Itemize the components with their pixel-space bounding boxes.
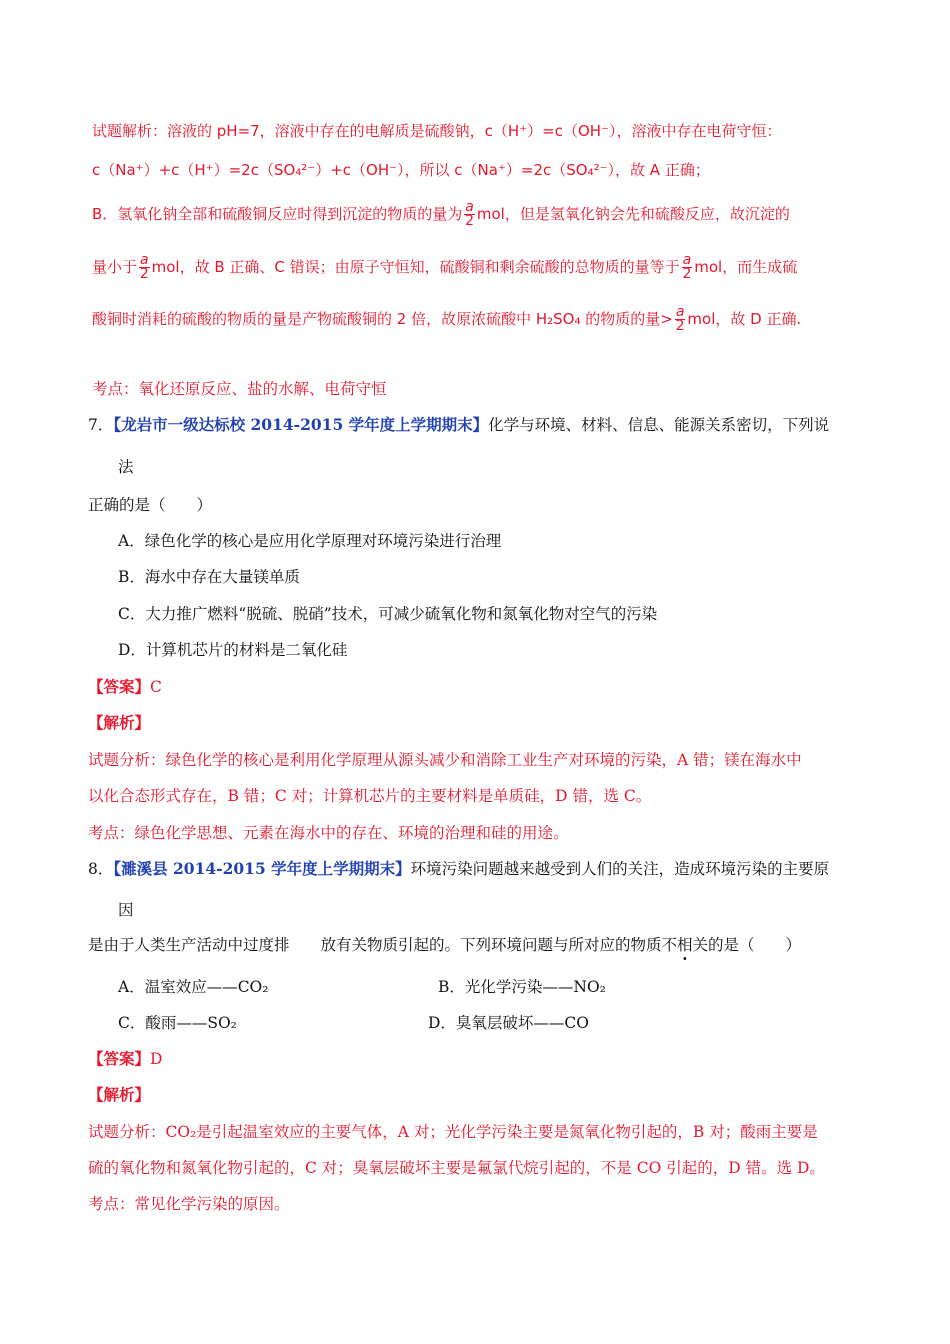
q7-answer [88, 676, 162, 698]
q7-option-c: C．大力推广燃料“脱硫、脱硝”技术，可减少硫氧化物和氮氧化物对空气的污染 [118, 605, 658, 623]
q6-kaodian: 考点：氧化还原反应、盐的水解、电荷守恒 [92, 380, 387, 398]
q8-option-c: C．酸雨——SO₂ [118, 1014, 237, 1032]
q8-analysis-label: 【解析】 [88, 1085, 151, 1104]
fraction: $\frac{a}{2}$ [682, 252, 692, 282]
q8-answer [88, 1048, 162, 1070]
q8-analysis-line2: 硫的氧化物和氮氧化物引起的，C 对；臭氧层破坏主要是氟氯代烷引起的，不是 CO 引起的，D 错。选 D。 [88, 1159, 825, 1177]
q7-analysis-line2: 以化合态形式存在，B 错；C 对；计算机芯片的主要材料是单质硅，D 错，选 C。 [88, 787, 652, 805]
q7-option-d: D．计算机芯片的材料是二氧化硅 [118, 641, 348, 659]
q6-analysis-line3: B．氢氧化钠全部和硫酸铜反应时得到沉淀的物质的量为 $\frac{a}{2}$ mol，但是氢氧化钠会先和硫酸反应，故沉淀的 [92, 199, 790, 229]
q8-analysis-line1: 试题分析：CO₂是引起温室效应的主要气体，A 对；光化学污染主要是氮氧化物引起的，B 对；酸雨主要是 [88, 1123, 818, 1141]
fraction: $\frac{a}{2}$ [465, 199, 475, 229]
q7-number: 7． [88, 416, 114, 434]
q7-source: 【龙岩市一级达标校 2014-2015 学年度上学期期末】 [113, 415, 489, 434]
q7-stem-text: 化学与环境、材料、信息、能源关系密切，下列说 [488, 416, 830, 434]
q7-analysis-line1: 试题分析：绿色化学的核心是利用化学原理从源头减少和消除工业生产对环境的污染，A 错；镁在海水中 [88, 751, 802, 769]
q8-stem-line2: 因 [118, 901, 134, 919]
q8-stem-line1 [88, 858, 829, 880]
q6-analysis-line4: 量小于 $\frac{a}{2}$ mol，故 B 正确、C 错误；由原子守恒知，硫酸铜和剩余硫酸的总物质的量等于 $\frac{a}{2}$ mol，而生成硫 [92, 252, 798, 282]
q7-option-a: A．绿色化学的核心是应用化学原理对环境污染进行治理 [118, 532, 502, 550]
answer-value: D [150, 1050, 163, 1068]
q7-option-b: B．海水中存在大量镁单质 [118, 568, 300, 586]
q7-analysis-label: 【解析】 [88, 713, 151, 732]
q6-analysis-line5: 酸铜时消耗的硫酸的物质的量是产物硫酸铜的 2 倍，故原浓硫酸中 H₂SO₄ 的物质的量> $\frac{a}{2}$ mol，故 D 正确. [92, 304, 802, 334]
fraction: $\frac{a}{2}$ [675, 304, 685, 334]
answer-value: C [150, 678, 162, 696]
q7-stem-line2: 法 [118, 458, 134, 476]
q8-number: 8． [88, 860, 114, 878]
q7-stem-line3: 正确的是（ ） [88, 496, 213, 514]
q8-option-d: D．臭氧层破坏——CO [428, 1014, 589, 1032]
q8-stem-line3: 是由于人类生产活动中过度排 放有关物质引起的。下列环境问题与所对应的物质不相关的是（ ） [88, 936, 802, 954]
q6-analysis-line1: 试题解析：溶液的 pH=7，溶液中存在的电解质是硫酸钠，c（H⁺）=c（OH⁻），溶液中存在电荷守恒： [92, 122, 782, 140]
q7-stem-line1 [88, 414, 829, 436]
q8-stem-text: 环境污染问题越来越受到人们的关注，造成环境污染的主要原 [410, 860, 830, 878]
q8-kaodian: 考点：常见化学污染的原因。 [88, 1195, 290, 1213]
answer-label: 【答案】 [88, 677, 151, 696]
emphasis-text: 不相关 [661, 936, 709, 954]
q8-source: 【濉溪县 2014-2015 学年度上学期期末】 [113, 859, 411, 878]
fraction: $\frac{a}{2}$ [139, 252, 149, 282]
answer-label: 【答案】 [88, 1049, 151, 1068]
q8-option-a: A．温室效应——CO₂ [118, 978, 269, 996]
q6-analysis-line2: c（Na⁺）+c（H⁺）=2c（SO₄²⁻）+c（OH⁻），所以 c（Na⁺）=2c（SO₄²⁻），故 A 正确； [92, 161, 710, 179]
q8-option-b: B．光化学污染——NO₂ [438, 978, 606, 996]
q7-kaodian: 考点：绿色化学思想、元素在海水中的存在、环境的治理和硅的用途。 [88, 824, 569, 842]
